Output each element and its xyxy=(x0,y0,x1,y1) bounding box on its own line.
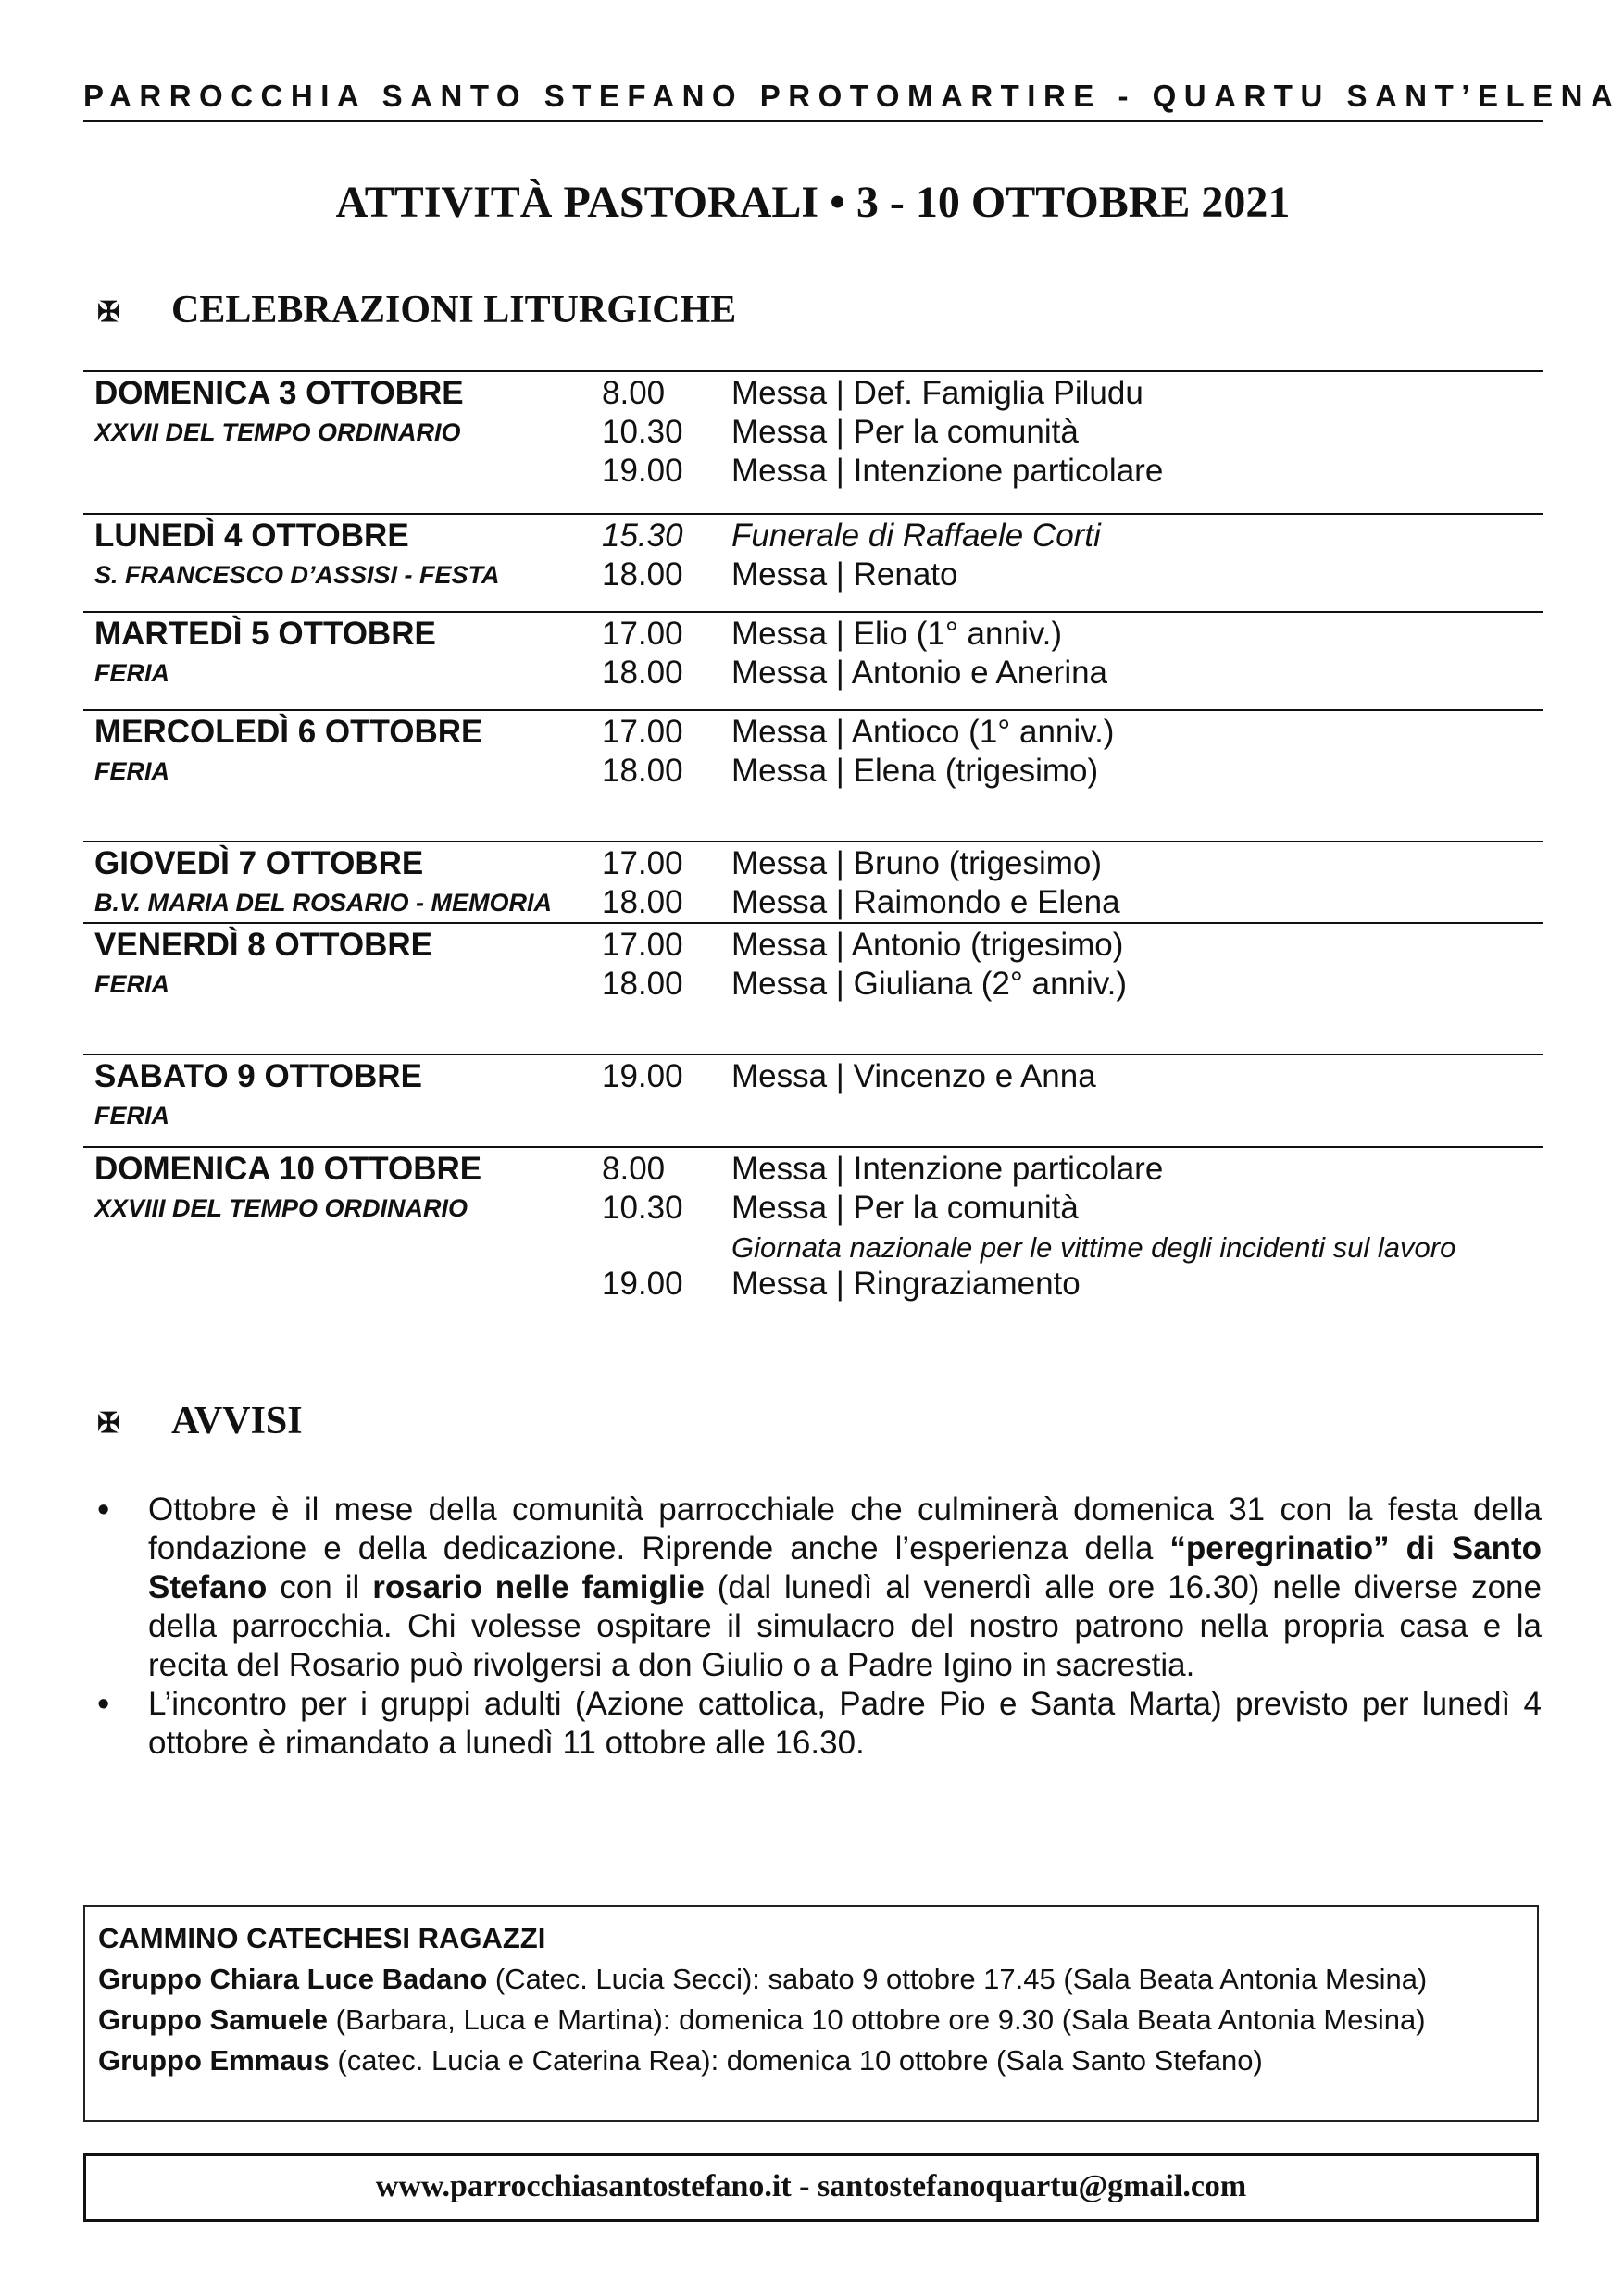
mass-intention: Messa | Raimondo e Elena xyxy=(731,884,1120,920)
group-name: Gruppo Chiara Luce Badano xyxy=(98,1963,488,1995)
schedule-row xyxy=(83,750,1543,789)
notice-highlight: “peregrinatio” di Santo Stefano xyxy=(148,1530,1542,1605)
mass-intention: Messa | Def. Famiglia Piludu xyxy=(731,375,1143,411)
section-celebrazioni-title: CELEBRAZIONI LITURGICHE xyxy=(171,289,737,331)
liturgical-day: S. FRANCESCO D’ASSISI - FESTA xyxy=(94,561,500,589)
schedule-table xyxy=(83,370,1543,1315)
cross-icon: ✠ xyxy=(97,1408,121,1440)
group-name: Gruppo Emmaus xyxy=(98,2044,330,2077)
mass-intention: Messa | Intenzione particolare xyxy=(731,1151,1164,1187)
schedule-row xyxy=(83,1055,1543,1094)
schedule-row xyxy=(83,1094,1543,1133)
day-name: DOMENICA 10 OTTOBRE xyxy=(94,1151,482,1187)
footer-contacts: www.parrocchiasantostefano.it - santostefanoquartu@gmail.com xyxy=(83,2153,1539,2222)
notice-highlight: rosario nelle famiglie xyxy=(372,1569,705,1605)
schedule-row xyxy=(83,1187,1543,1226)
schedule-row xyxy=(83,1263,1543,1302)
special-day-note: Giornata nazionale per le vittime degli incidenti sul lavoro xyxy=(731,1231,1456,1264)
day-block xyxy=(83,1054,1543,1146)
mass-time: 18.00 xyxy=(602,753,683,789)
schedule-row xyxy=(83,963,1543,1002)
schedule-row xyxy=(83,842,1543,881)
catechesi-title: CAMMINO CATECHESI RAGAZZI xyxy=(98,1922,546,1954)
notices xyxy=(97,1491,1542,1763)
mass-intention: Messa | Bruno (trigesimo) xyxy=(731,845,1103,881)
schedule-row xyxy=(83,652,1543,691)
schedule-row xyxy=(83,881,1543,920)
day-name: LUNEDÌ 4 OTTOBRE xyxy=(94,518,409,554)
mass-time: 10.30 xyxy=(602,414,683,450)
mass-time: 17.00 xyxy=(602,714,683,750)
funeral-time: 15.30 xyxy=(602,518,683,554)
group-detail: (Catec. Lucia Secci): sabato 9 ottobre 17.45 (Sala Beata Antonia Mesina) xyxy=(487,1963,1428,1995)
liturgical-day: XXVII DEL TEMPO ORDINARIO xyxy=(94,418,461,446)
mass-time: 19.00 xyxy=(602,453,683,489)
schedule-row xyxy=(83,450,1543,489)
liturgical-day: B.V. MARIA DEL ROSARIO - MEMORIA xyxy=(94,889,553,917)
section-avvisi-title: AVVISI xyxy=(171,1400,303,1442)
notices-list xyxy=(97,1491,1542,1763)
catechesi-group xyxy=(98,2000,1524,2040)
liturgical-day: FERIA xyxy=(94,659,169,687)
day-block xyxy=(83,513,1543,611)
mass-intention: Messa | Elena (trigesimo) xyxy=(731,753,1099,789)
mass-time: 17.00 xyxy=(602,845,683,881)
liturgical-day: FERIA xyxy=(94,1102,169,1129)
day-name: MARTEDÌ 5 OTTOBRE xyxy=(94,616,436,652)
schedule-row xyxy=(83,613,1543,652)
group-detail: (Barbara, Luca e Martina): domenica 10 ottobre ore 9.30 (Sala Beata Antonia Mesina) xyxy=(328,2003,1426,2036)
mass-intention: Messa | Renato xyxy=(731,556,958,593)
day-block xyxy=(83,922,1543,1054)
schedule-row xyxy=(83,711,1543,750)
mass-time: 17.00 xyxy=(602,616,683,652)
schedule-row xyxy=(83,411,1543,450)
notice-text: con il xyxy=(267,1569,373,1605)
funeral-description: Funerale di Raffaele Corti xyxy=(731,518,1101,554)
mass-intention: Messa | Per la comunità xyxy=(731,1190,1079,1226)
mass-time: 8.00 xyxy=(602,1151,666,1187)
mass-intention: Messa | Ringraziamento xyxy=(731,1266,1081,1302)
liturgical-day: FERIA xyxy=(94,757,169,785)
schedule-row xyxy=(83,1226,1543,1263)
parish-header: PARROCCHIA SANTO STEFANO PROTOMARTIRE - QUARTU SANT’ELENA xyxy=(83,79,1621,113)
day-block xyxy=(83,370,1543,513)
cross-icon: ✠ xyxy=(97,297,121,329)
section-avvisi xyxy=(97,1398,303,1447)
notice-text: (dal lunedì al venerdì alle ore 16.30) nelle diverse zone della parrocchia. Chi volesse ospitare il simulacro del nostro patrono nella propria casa e la recita del Rosario può rivolgersi a don Giulio o a Padre Igino in sacrestia. xyxy=(148,1569,1542,1683)
day-block xyxy=(83,709,1543,841)
notice-item xyxy=(97,1685,1542,1763)
catechesi-group xyxy=(98,2040,1524,2081)
schedule-row xyxy=(83,1148,1543,1187)
mass-time: 8.00 xyxy=(602,375,666,411)
mass-intention: Messa | Per la comunità xyxy=(731,414,1079,450)
schedule-row xyxy=(83,924,1543,963)
day-name: GIOVEDÌ 7 OTTOBRE xyxy=(94,845,424,881)
day-block xyxy=(83,1146,1543,1315)
mass-time: 19.00 xyxy=(602,1058,683,1094)
mass-intention: Messa | Vincenzo e Anna xyxy=(731,1058,1096,1094)
mass-time: 18.00 xyxy=(602,884,683,920)
schedule-row xyxy=(83,515,1543,554)
day-name: DOMENICA 3 OTTOBRE xyxy=(94,375,464,411)
day-name: VENERDÌ 8 OTTOBRE xyxy=(94,927,432,963)
day-name: MERCOLEDÌ 6 OTTOBRE xyxy=(94,714,483,750)
mass-intention: Messa | Antioco (1° anniv.) xyxy=(731,714,1115,750)
mass-time: 19.00 xyxy=(602,1266,683,1302)
mass-time: 18.00 xyxy=(602,556,683,593)
mass-intention: Messa | Antonio (trigesimo) xyxy=(731,927,1124,963)
mass-time: 18.00 xyxy=(602,655,683,691)
day-block xyxy=(83,611,1543,709)
day-name: SABATO 9 OTTOBRE xyxy=(94,1058,422,1094)
mass-time: 10.30 xyxy=(602,1190,683,1226)
mass-intention: Messa | Antonio e Anerina xyxy=(731,655,1108,691)
notice-text: L’incontro per i gruppi adulti (Azione cattolica, Padre Pio e Santa Marta) previsto per lunedì 4 ottobre è rimandato a lunedì 11 ottobre alle 16.30. xyxy=(148,1686,1542,1761)
group-name: Gruppo Samuele xyxy=(98,2003,329,2036)
notice-item xyxy=(97,1491,1542,1685)
schedule-row xyxy=(83,372,1543,411)
notice-text: Ottobre è il mese della comunità parrocchiale che culminerà domenica 31 con la festa della fondazione e della dedicazione. Riprende anche l’esperienza della xyxy=(148,1491,1542,1566)
section-celebrazioni xyxy=(97,287,736,336)
catechesi-box xyxy=(83,1905,1539,2122)
schedule-row xyxy=(83,554,1543,593)
liturgical-day: FERIA xyxy=(94,970,169,998)
mass-intention: Messa | Giuliana (2° anniv.) xyxy=(731,966,1128,1002)
mass-intention: Messa | Intenzione particolare xyxy=(731,453,1164,489)
mass-time: 17.00 xyxy=(602,927,683,963)
mass-intention: Messa | Elio (1° anniv.) xyxy=(731,616,1063,652)
group-detail: (catec. Lucia e Caterina Rea): domenica 10 ottobre (Sala Santo Stefano) xyxy=(329,2044,1263,2077)
mass-time: 18.00 xyxy=(602,966,683,1002)
header-divider xyxy=(83,120,1543,122)
catechesi-group xyxy=(98,1959,1524,2000)
page-title: ATTIVITÀ PASTORALI • 3 - 10 OTTOBRE 2021 xyxy=(335,178,1291,227)
liturgical-day: XXVIII DEL TEMPO ORDINARIO xyxy=(94,1194,468,1222)
day-block xyxy=(83,841,1543,922)
